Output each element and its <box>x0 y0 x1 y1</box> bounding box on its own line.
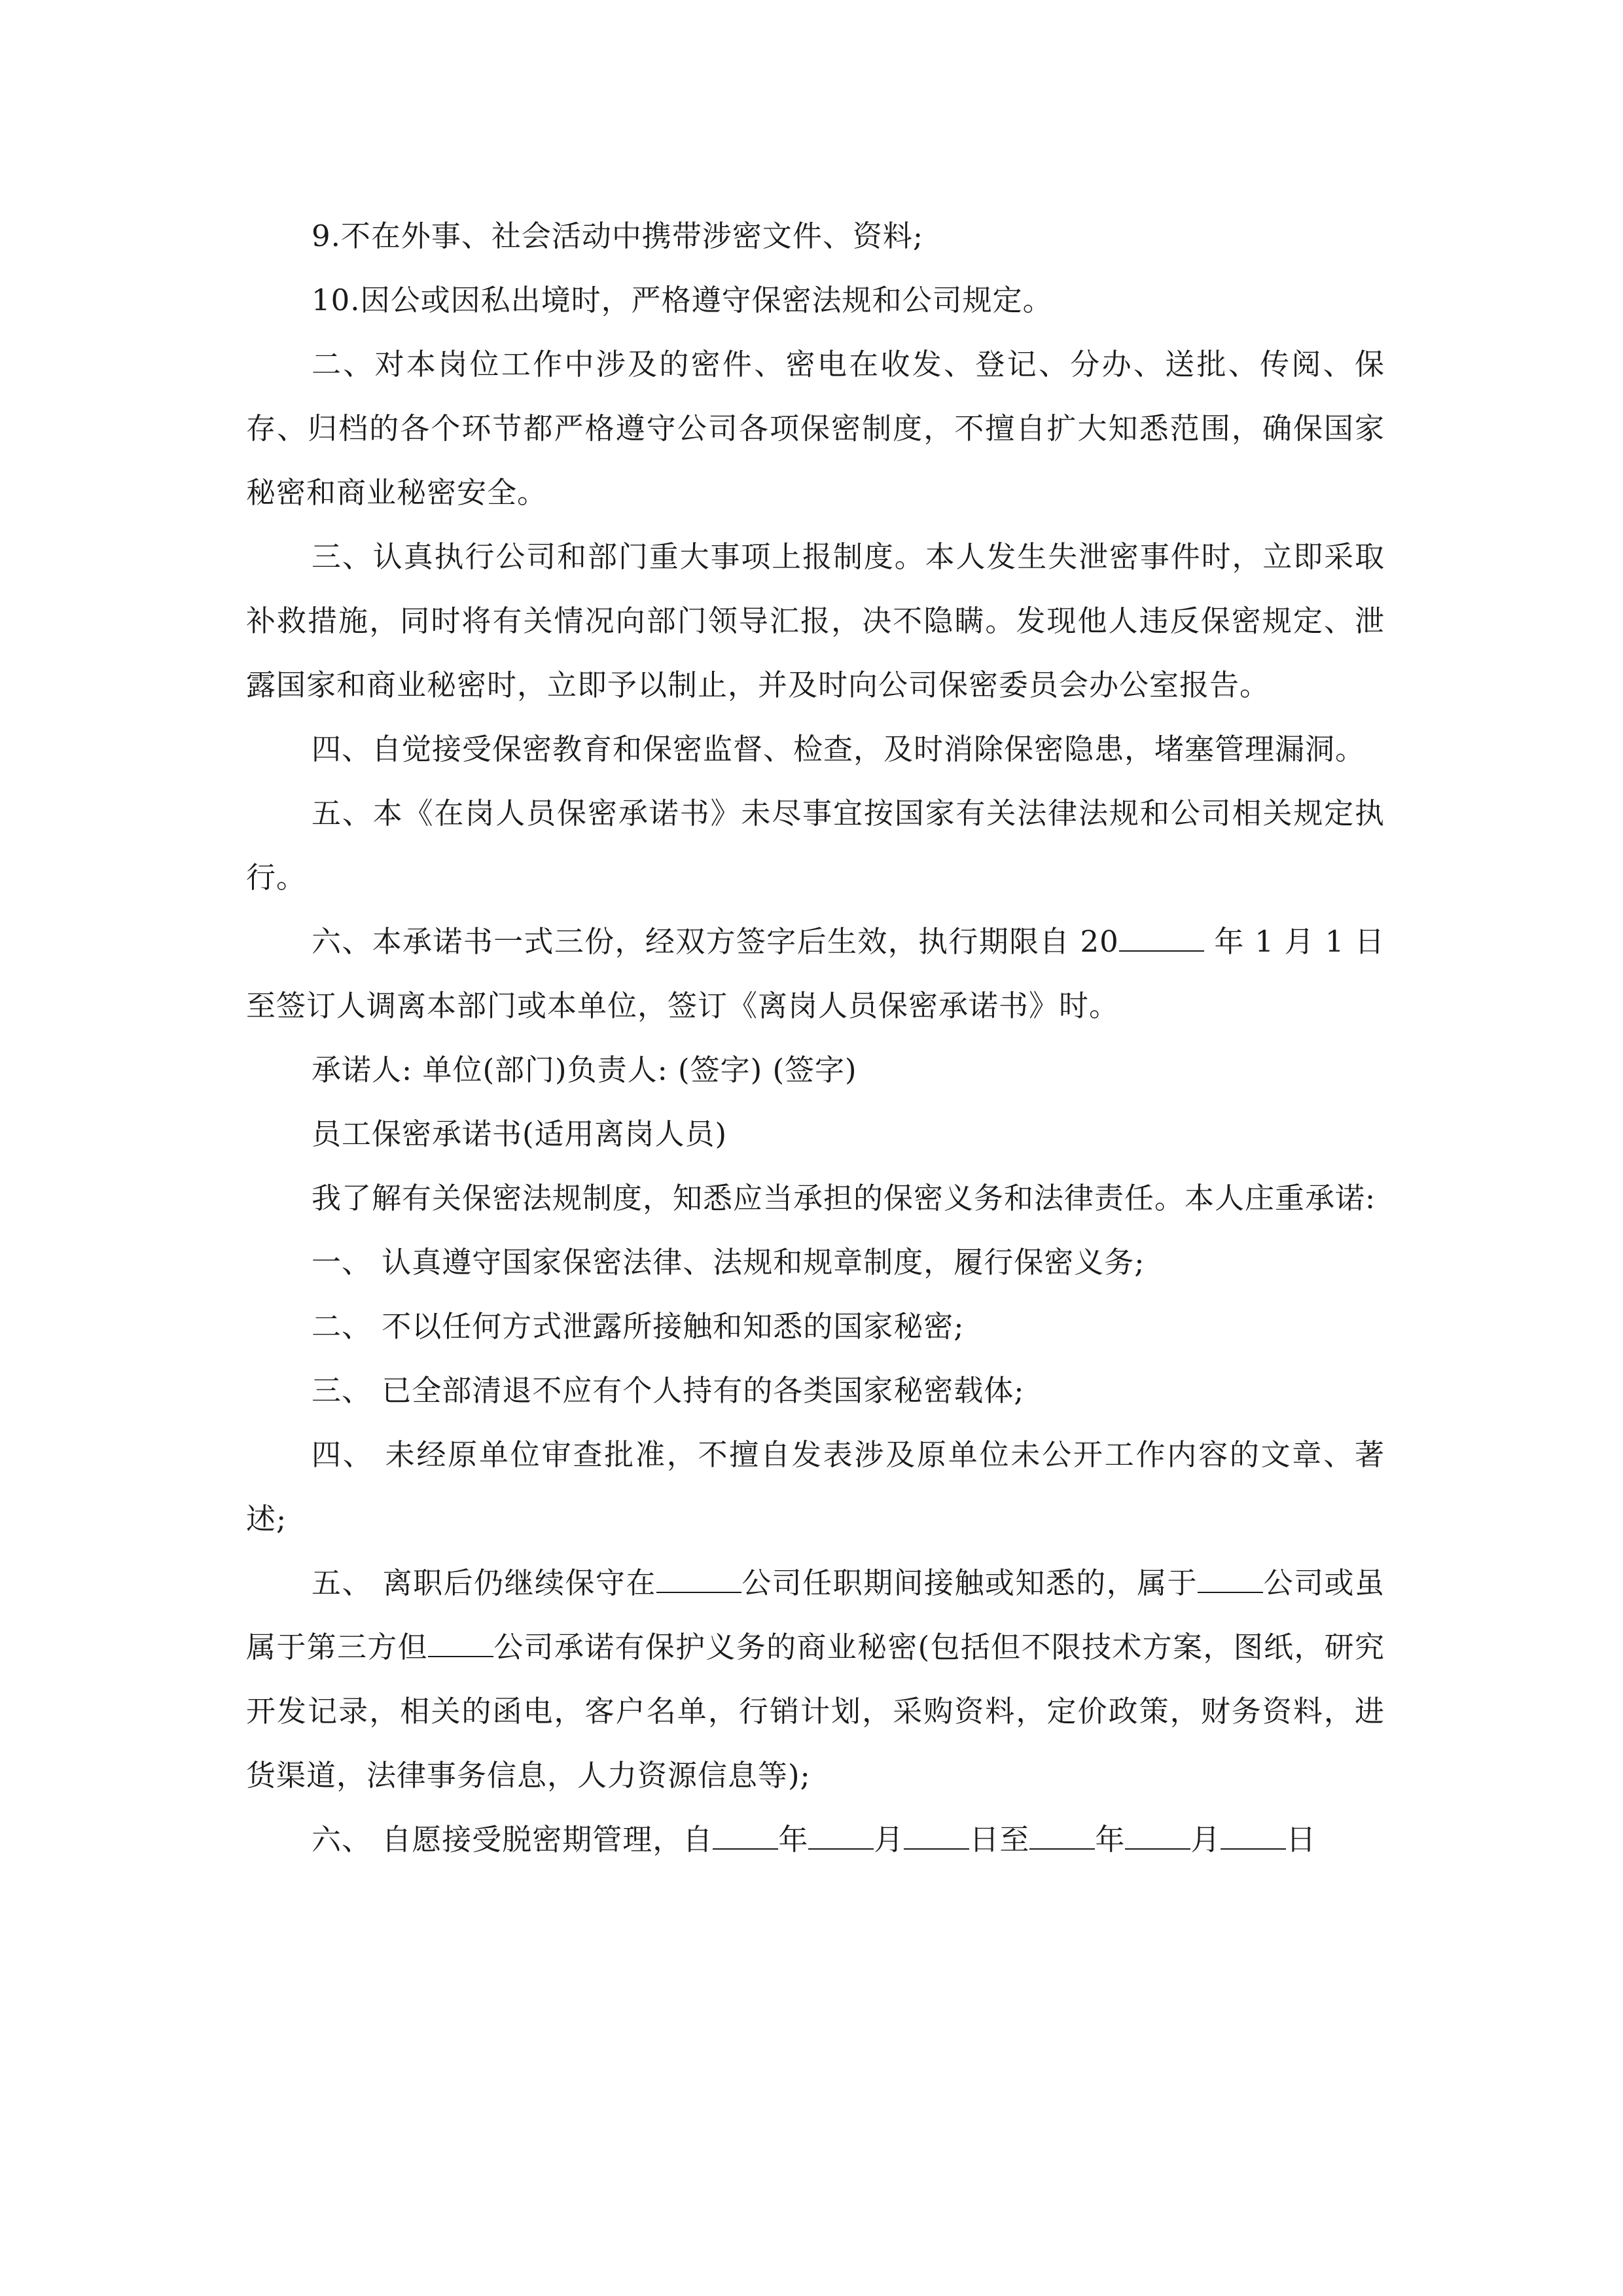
paragraph: 五、本《在岗人员保密承诺书》未尽事宜按国家有关法律法规和公司相关规定执行。 <box>246 796 1385 895</box>
commitment-item: 二、 不以任何方式泄露所接触和知悉的国家秘密; <box>312 1309 965 1344</box>
paragraph: 10.因公或因私出境时，严格遵守保密法规和公司规定。 <box>312 283 1053 317</box>
fill-in-blank <box>1125 1819 1190 1850</box>
paragraph: 四、自觉接受保密教育和保密监督、检查，及时消除保密隐患，堵塞管理漏洞。 <box>312 732 1366 766</box>
paragraph: 二、对本岗位工作中涉及的密件、密电在收发、登记、分办、送批、传阅、保存、归档的各个环节都严格遵守公司各项保密制度，不擅自扩大知悉范围，确保国家秘密和商业秘密安全。 <box>246 347 1385 510</box>
document-body <box>246 204 1385 1872</box>
commitment-item: 四、 未经原单位审查批准，不擅自发表涉及原单位未公开工作内容的文章、著述; <box>246 1437 1385 1536</box>
section-title: 员工保密承诺书(适用离岗人员) <box>312 1117 728 1151</box>
paragraph-validity <box>246 910 1385 1038</box>
fill-in-blank <box>1029 1819 1095 1850</box>
commitment-item-5: 五、 离职后仍继续保守在 公司任职期间接触或知悉的，属于 公司或虽属于第三方但 公司承诺有保护义务的商业秘密(包括但不限技术方案，图纸，研究开发记录，相关的函电，客户名单，行销计划，采购资料，定价政策，财务资料，进货渠道，法律事务信息，人力资源信息等); <box>246 1551 1385 1808</box>
commitment-item-6: 六、 自愿接受脱密期管理，自 年 月 日至 年 月 日 <box>246 1808 1385 1872</box>
fill-in-blank <box>656 1562 741 1593</box>
fill-in-blank <box>904 1819 969 1850</box>
fill-in-blank <box>808 1819 874 1850</box>
fill-in-blank <box>1198 1562 1263 1593</box>
paragraph: 三、认真执行公司和部门重大事项上报制度。本人发生失泄密事件时，立即采取补救措施，同时将有关情况向部门领导汇报，决不隐瞒。发现他人违反保密规定、泄露国家和商业秘密时，立即予以制止，并及时向公司保密委员会办公室报告。 <box>246 539 1385 702</box>
paragraph: 9.不在外事、社会活动中携带涉密文件、资料; <box>312 219 924 253</box>
fill-in-blank <box>1221 1819 1286 1850</box>
fill-in-blank <box>1119 921 1204 952</box>
fill-in-blank <box>428 1626 493 1657</box>
validity-text-end: 年 1 月 1 日至签订人调离本部门或本单位，签订《离岗人员保密承诺书》时。 <box>246 924 1385 1023</box>
fill-in-blank <box>713 1819 778 1850</box>
commitment-item: 一、 认真遵守国家保密法律、法规和规章制度，履行保密义务; <box>312 1245 1145 1280</box>
validity-text-start: 六、本承诺书一式三份，经双方签字后生效，执行期限自 20 <box>312 924 1119 959</box>
signature-line: 承诺人: 单位(部门)负责人: (签字) (签字) <box>312 1052 857 1087</box>
intro-paragraph: 我了解有关保密法规制度，知悉应当承担的保密义务和法律责任。本人庄重承诺: <box>312 1181 1376 1215</box>
commitment-item: 三、 已全部清退不应有个人持有的各类国家秘密载体; <box>312 1373 1025 1408</box>
